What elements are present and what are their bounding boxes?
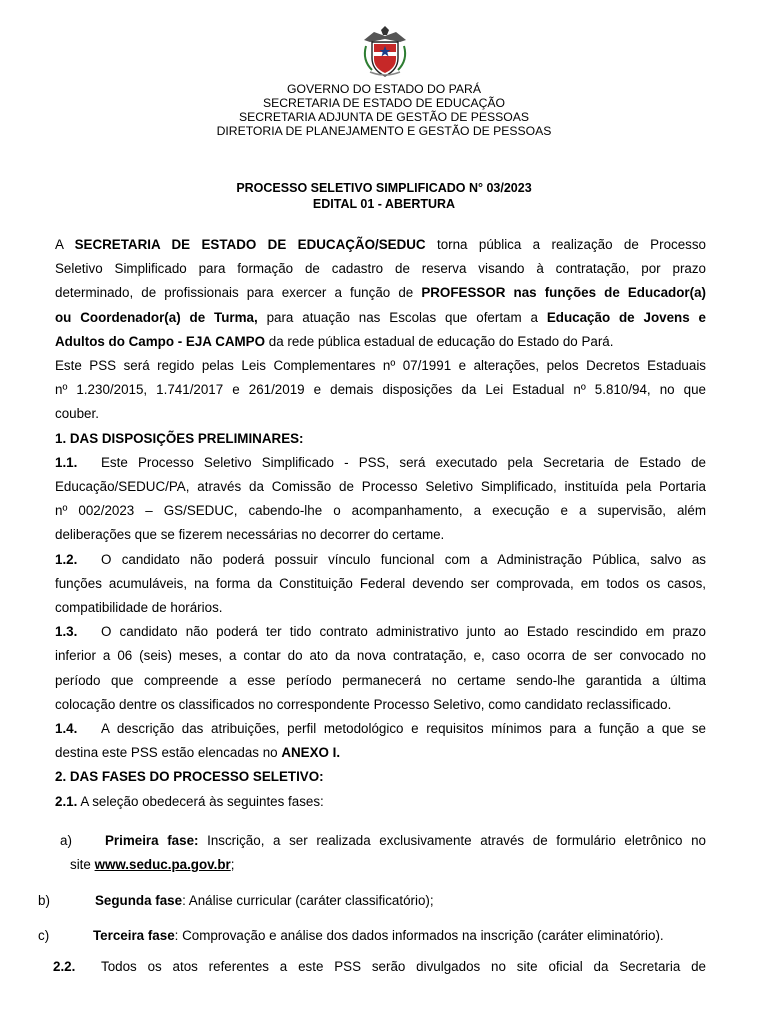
clause-text: destina este PSS estão elencadas no (55, 745, 282, 761)
clause-number: 2.2. (53, 959, 76, 974)
clause-text: inferior a 06 (seis) meses, a contar do ato da nova contratação, e, caso ocorra de ser convocado no (55, 648, 706, 664)
clause-text: funções acumuláveis, na forma da Constituição Federal devendo ser comprovada, em todos os casos, (55, 575, 706, 591)
seduc-site-link[interactable]: www.seduc.pa.gov.br (94, 857, 231, 872)
clause-1-4 (55, 717, 706, 765)
phase-item-a (60, 829, 706, 877)
annex-reference: ANEXO I. (281, 745, 341, 761)
state-coat-of-arms-icon (360, 26, 410, 78)
clause-1-2 (55, 548, 706, 621)
intro-text: da rede pública estadual de educação do Estado do Pará. (265, 333, 614, 349)
phase-text: : Análise curricular (caráter classificatório); (182, 893, 434, 908)
intro-line: couber. (55, 406, 99, 422)
phase-text: : Comprovação e análise dos dados informados na inscrição (caráter eliminatório). (174, 928, 664, 943)
letterhead (0, 82, 768, 138)
intro-bold-coordenador: ou Coordenador(a) de Turma, (55, 309, 258, 325)
clause-text: A seleção obedecerá às seguintes fases: (77, 793, 324, 809)
clause-text: nº 002/2023 – GS/SEDUC, cabendo-lhe o acompanhamento, a execução e a supervisão, além (55, 503, 706, 519)
phase-text: Inscrição, a ser realizada exclusivamente através de formulário eletrônico no (198, 833, 706, 848)
clause-text: O candidato não poderá possuir vínculo funcional com a Administração Pública, salvo as (101, 551, 706, 567)
intro-text: A (55, 237, 75, 252)
clause-2-1 (55, 790, 706, 814)
intro-bold-professor: PROFESSOR nas funções de Educador(a) (421, 285, 706, 301)
intro-bold-eja: Educação de Jovens e (546, 309, 706, 325)
clause-number: 1.4. (55, 721, 78, 737)
clause-text: Todos os atos referentes a este PSS serão divulgados no site oficial da Secretaria de (101, 959, 706, 974)
intro-bold-eja-campo: Adultos do Campo - EJA CAMPO (55, 333, 266, 349)
clause-text: O candidato não poderá ter tido contrato administrativo junto ao Estado rescindido em prazo (101, 624, 706, 640)
intro-line: nº 1.230/2015, 1.741/2017 e 261/2019 e demais disposições da Lei Estadual nº 5.810/94, no que (55, 382, 706, 398)
clause-number: 1.1. (55, 454, 78, 470)
letterhead-line-adjunct: SECRETARIA ADJUNTA DE GESTÃO DE PESSOAS (238, 110, 530, 124)
phase-name: Terceira fase (93, 928, 175, 943)
intro-text: torna pública a realização de Processo (425, 237, 707, 252)
clause-text: colocação dentre os classificados no correspondente Processo Seletivo, como candidato reclassificado. (55, 696, 672, 712)
clause-text: compatibilidade de horários. (55, 600, 223, 616)
clause-text: Este Processo Seletivo Simplificado - PSS, será executado pela Secretaria de Estado de (101, 454, 706, 470)
phase-name: Primeira fase: (105, 833, 199, 848)
intro-line: Seletivo Simplificado para formação de cadastro de reserva visando à contratação, por prazo (55, 261, 706, 277)
document-title (0, 180, 768, 212)
section-2-heading: 2. DAS FASES DO PROCESSO SELETIVO: (55, 769, 324, 785)
letterhead-line-directorate: DIRETORIA DE PLANEJAMENTO E GESTÃO DE PESSOAS (216, 124, 552, 138)
phase-text: site (70, 857, 95, 872)
clause-text: deliberações que se fizerem necessárias no decorrer do certame. (55, 527, 445, 543)
letterhead-line-secretariat: SECRETARIA DE ESTADO DE EDUCAÇÃO (263, 96, 505, 110)
clause-1-3 (55, 620, 706, 717)
phase-item-c (38, 924, 718, 948)
clause-1-1 (55, 451, 706, 548)
clause-text: período que compreende a esse período permanecerá no certame sendo-lhe garantida a última (55, 672, 706, 688)
title-edital: EDITAL 01 - ABERTURA (312, 197, 456, 211)
clause-2-2 (53, 955, 706, 979)
phase-name: Segunda fase (95, 893, 183, 908)
intro-bold-seduc: SECRETARIA DE ESTADO DE EDUCAÇÃO/SEDUC (74, 237, 426, 252)
item-label: b) (38, 893, 50, 908)
document-body (55, 233, 706, 814)
phase-text: ; (230, 857, 235, 872)
item-label: c) (38, 928, 50, 943)
clause-number: 1.2. (55, 551, 78, 567)
clause-number: 2.1. (55, 793, 78, 809)
title-process: PROCESSO SELETIVO SIMPLIFICADO N° 03/2023 (236, 181, 532, 195)
intro-text: para atuação nas Escolas que ofertam a (257, 309, 547, 325)
section-1-heading: 1. DAS DISPOSIÇÕES PRELIMINARES: (55, 430, 304, 446)
intro-line: Este PSS será regido pelas Leis Complementares nº 07/1991 e alterações, pelos Decretos Estaduais (55, 358, 706, 374)
letterhead-line-government: GOVERNO DO ESTADO DO PARÁ (287, 82, 481, 96)
item-label: a) (60, 833, 72, 848)
intro-paragraph (55, 233, 706, 427)
clause-text: Educação/SEDUC/PA, através da Comissão de Processo Seletivo Simplificado, instituída pela Portaria (55, 479, 706, 495)
intro-text: determinado, de profissionais para exercer a função de (55, 285, 422, 301)
clause-number: 1.3. (55, 624, 78, 640)
phase-item-b (38, 889, 718, 913)
clause-text: A descrição das atribuições, perfil metodológico e requisitos mínimos para a função a que se (101, 721, 706, 737)
